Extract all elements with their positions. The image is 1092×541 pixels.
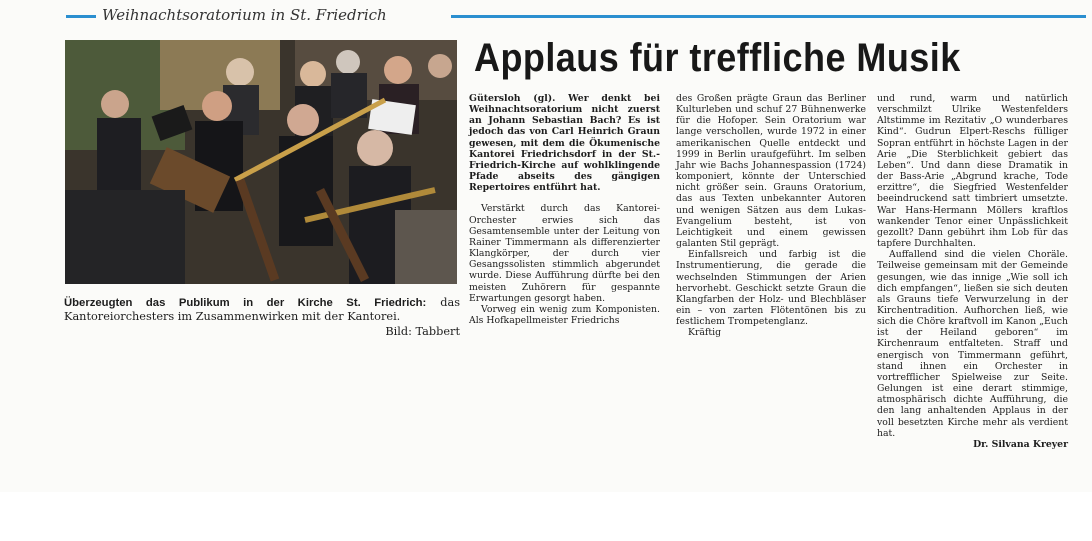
article-paragraph: Vorweg ein wenig zum Komponisten. Als Hofkapellmeister Friedrichs: [469, 303, 660, 326]
photo-credit: Bild: Tabbert: [385, 324, 460, 338]
scan-margin: [0, 492, 1092, 541]
caption-bold: Überzeugten das Publikum in der Kirche St. Friedrich:: [64, 297, 427, 309]
article-author: [877, 439, 1068, 450]
section-kicker: [66, 6, 1086, 26]
photo-caption: [64, 296, 460, 339]
article-paragraph: Auffallend sind die vielen Choräle. Teilweise gemeinsam mit der Gemeinde gesungen, wie das innige „Wie soll ich dich empfangen“, ließen sie sich deuten als Grauns tiefe Verwurzelung in der Kirchentradition. Aufhorchen ließ, wie sich die Chöre kraftvoll im Kanon „Euch ist der Heiland geboren“ im Kirchenraum entfalteten. Straff und energisch von Timmermann geführt, stand ihnen ein Orchester in vortrefflicher Spielweise zur Seite. Gelungen ist eine derart stimmige, atmosphärisch dichte Aufführung, die den lang anhaltenden Applaus in der voll besetzten Kirche mehr als verdient hat.: [877, 249, 1068, 439]
article-paragraph: Kräftig: [688, 327, 722, 339]
headline: Applaus für treffliche Musik: [474, 36, 961, 80]
article-lead: Gütersloh (gl). Wer denkt bei Weihnachtsoratorium nicht zuerst an Johann Sebastian Bach? Es ist jedoch das von Carl Heinrich Graun gewesen, mit dem die Ökumenische Kantorei Friedrichsdorf in der St.-Friedrich-Kirche auf wohlklingende Pfade abseits des gängigen Repertoires entführt hat.: [469, 93, 660, 194]
concert-photo: [65, 40, 457, 284]
article-paragraph-continued: des Großen prägte Graun das Berliner Kulturleben und schuf 27 Bühnenwerke für die Hofoper. Sein Oratorium war lange verschollen, wurde 1972 in einer amerikanischen Quelle entdeckt und 1999 in Berlin uraufgeführt. Im selben Jahr wie Bachs Johannespassion (1724) komponiert, könnte der Unterschied nicht größer sein. Grauns Oratorium, das aus Texten unbekannter Autoren und wenigen Sätzen aus dem Lukas-Evangelium besteht, ist von Leichtigkeit und einem gewissen galanten Stil geprägt.: [676, 93, 866, 250]
article-paragraph: Einfallsreich und farbig ist die Instrumentierung, die gerade die wechselnden Stimmungen der Arien hervorhebt. Geschickt setzte Graun die Klangfarben der Holz- und Blechbläser ein – von zarten Flötentönen bis zu festlichem Trompetenglanz.: [676, 249, 866, 328]
kicker-rule-left: [66, 15, 96, 18]
article-column-2: [676, 93, 866, 338]
orchestra-illustration: [65, 40, 457, 284]
article-paragraph: Verstärkt durch das Kantorei-Orchester erwies sich das Gesamtensemble unter der Leitung von Rainer Timmermann als differenzierter Klangkörper, der durch vier Gesangssolisten stimmlich abgerundet wurde. Diese Aufführung dürfte bei den meisten Zuhörern für gespannte Erwartungen gesorgt haben.: [469, 203, 660, 304]
article-column-1: [469, 93, 660, 326]
author-name: Dr. Silvana Kreyer: [973, 438, 1068, 450]
article-column-3: [877, 93, 1068, 450]
kicker-text: Weihnachtsoratorium in St. Friedrich: [102, 6, 387, 24]
article-paragraph-continued: und rund, warm und natürlich verschmilzt Ulrike Westenfelders Altstimme im Rezitativ „O wunderbares Kind“. Gudrun Elpert-Reschs fülliger Sopran entführt in höchste Lagen in der Arie „Die Sterblichkeit gebiert das Leben“. Und dann diese Dramatik in der Bass-Arie „Abgrund krache, Tode erzittre“, die Siegfried Westenfelder beeindruckend satt timbriert umsetzte. War Hans-Hermann Möllers kraftlos wankender Tenor einer Unpässlichkeit gezollt? Dann gebührt ihm Lob für das tapfere Durchhalten.: [877, 93, 1068, 250]
caption-text: das Kantoreiorchesters im Zusammenwirken mit der Kantorei.: [64, 296, 460, 324]
kicker-rule-right: [451, 15, 1086, 18]
